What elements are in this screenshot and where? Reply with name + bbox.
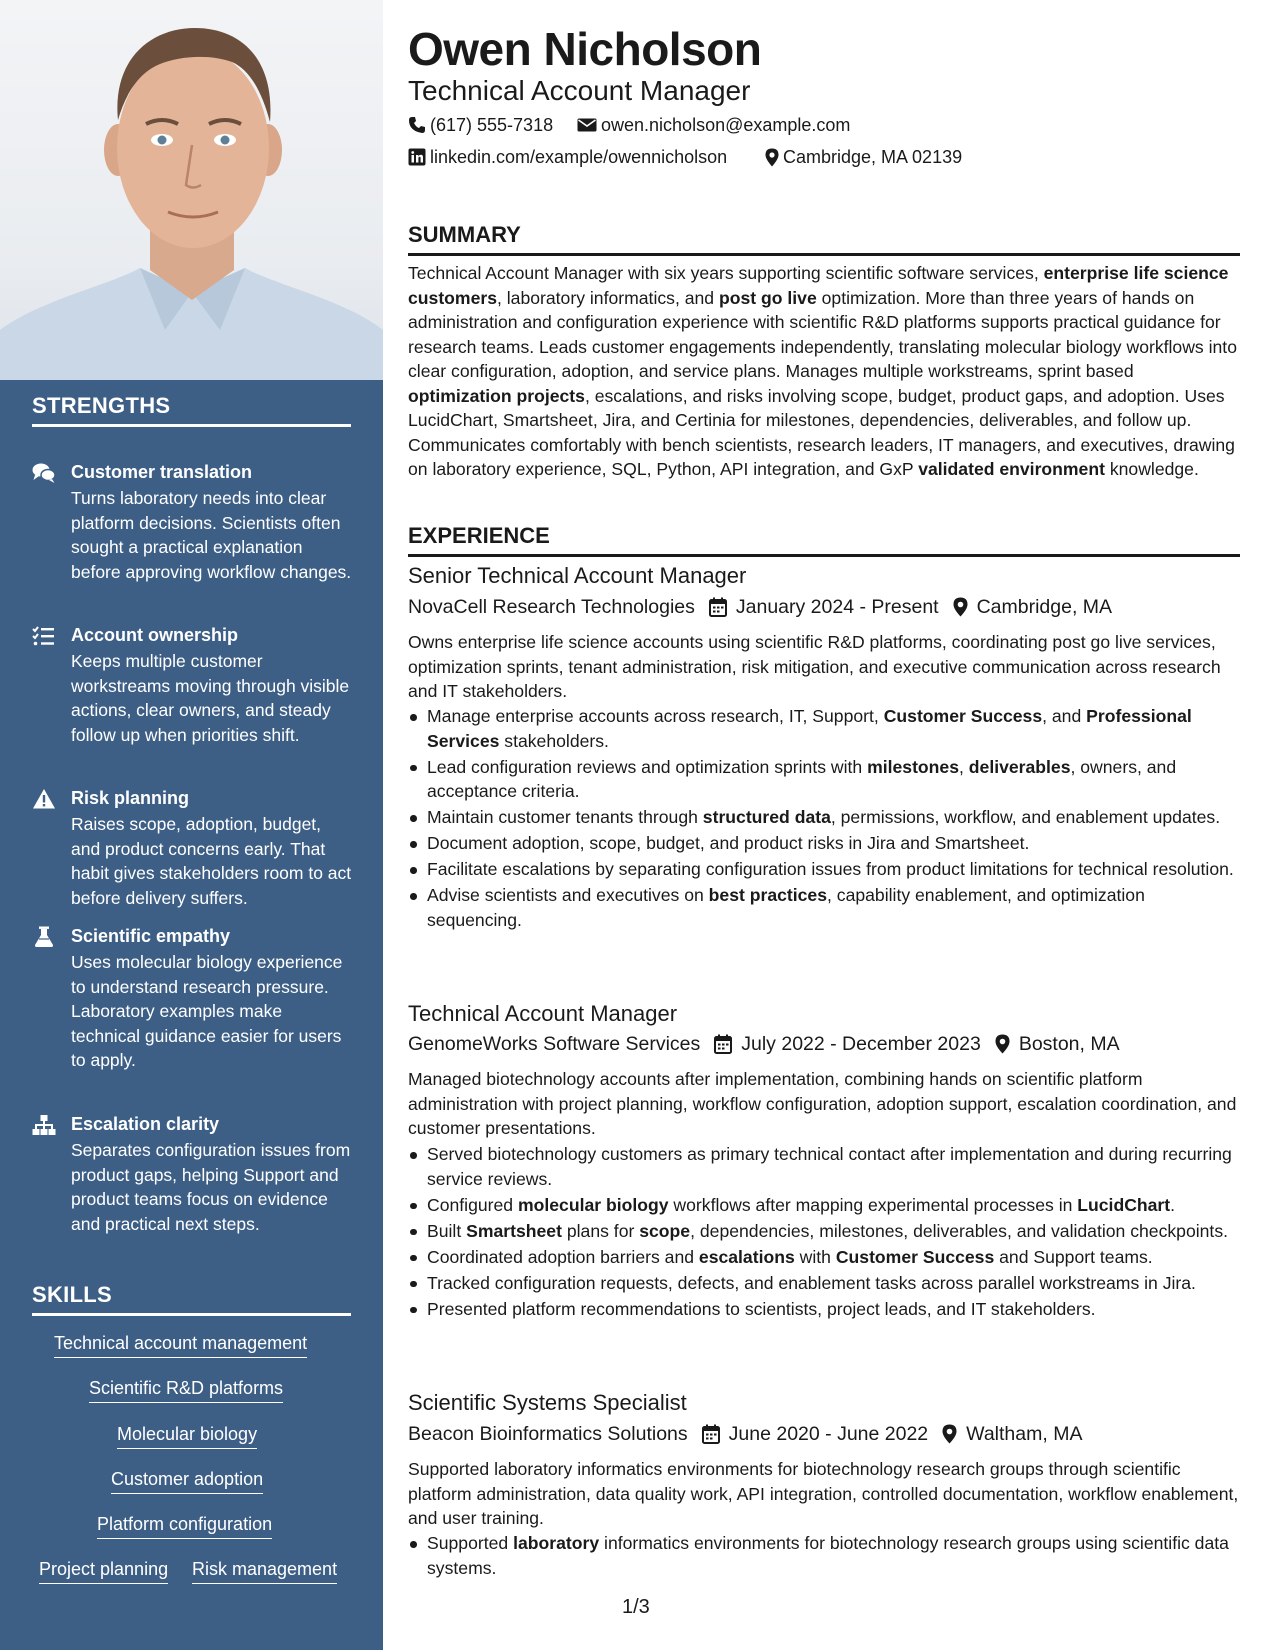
text-run: informatics environments for biotechnology research groups using scientific data systems. xyxy=(427,1533,1229,1578)
text-run: knowledge. xyxy=(1104,459,1199,479)
job-description: Owns enterprise life science accounts using scientific R&D platforms, coordinating post go live services, optimization sprints, tenant administration, risk mitigation, and executive communication across research and IT stakeholders. xyxy=(408,632,1221,701)
strength-title: Account ownership xyxy=(71,625,239,645)
phone-icon xyxy=(408,116,426,134)
text-run: , laboratory informatics, and xyxy=(496,287,719,308)
strength-desc: Uses molecular biology experience to understand research pressure. Laboratory examples make technical guidance easier for users to apply. xyxy=(71,952,343,1070)
bold-text: scope xyxy=(639,1220,691,1241)
skills-heading: SKILLS xyxy=(32,1282,351,1316)
bullet-item xyxy=(408,755,1240,804)
bullet-item xyxy=(408,883,1240,932)
text-run: , dependencies, milestones, deliverables, and validation checkpoints. xyxy=(690,1220,1229,1241)
location-text: Cambridge, MA 02139 xyxy=(783,147,963,167)
text-run: Maintain customer tenants through xyxy=(427,807,703,827)
portrait-illustration xyxy=(0,0,383,380)
page-number: 1/3 xyxy=(622,1596,650,1618)
map-pin-icon xyxy=(995,1034,1010,1054)
skill-tag: Molecular biology xyxy=(117,1421,257,1449)
skill-tag: Customer adoption xyxy=(111,1466,263,1494)
job-title: Scientific Systems Specialist xyxy=(408,1390,687,1415)
strength-desc: Separates configuration issues from product gaps, helping Support and product teams focus on evidence and practical next steps. xyxy=(71,1140,351,1234)
company-name: Beacon Bioinformatics Solutions xyxy=(408,1423,688,1445)
bullet-item xyxy=(408,805,1240,830)
strength-title: Scientific empathy xyxy=(71,926,231,946)
skill-tag: Platform configuration xyxy=(97,1511,272,1539)
text-run: Configured xyxy=(427,1194,518,1215)
text-run: , permissions, workflow, and enablement updates. xyxy=(830,807,1221,827)
summary-text xyxy=(408,261,1240,482)
bold-text: Professional Services xyxy=(427,706,1192,751)
job-location: Cambridge, MA xyxy=(976,596,1113,618)
phone-text: (617) 555-7318 xyxy=(430,115,554,135)
strength-desc: Raises scope, adoption, budget, and product concerns early. That habit gives stakeholders room to act before delivery suffers. xyxy=(71,814,352,908)
job-meta xyxy=(408,593,1112,621)
text-run: Presented platform recommendations to scientists, project leads, and IT stakeholders. xyxy=(427,1298,1096,1319)
location-contact xyxy=(765,145,962,169)
linkedin-icon xyxy=(408,148,426,166)
text-run: Advise scientists and executives on xyxy=(427,885,709,905)
list-check-icon xyxy=(32,625,56,647)
strength-title: Customer translation xyxy=(71,462,253,482)
job-location: Waltham, MA xyxy=(966,1423,1083,1445)
sidebar xyxy=(0,0,383,1650)
bullet-item xyxy=(408,1142,1240,1191)
bullet-item xyxy=(408,704,1240,753)
text-run: Technical Account Manager with six years supporting scientific software services, xyxy=(408,263,1044,283)
map-pin-icon xyxy=(942,1424,957,1444)
bold-text: optimization projects xyxy=(408,385,585,406)
text-run: Served biotechnology customers as primary technical contact after implementation and during recurring service reviews. xyxy=(427,1144,1232,1189)
bold-text: laboratory xyxy=(513,1533,600,1553)
text-run: Document adoption, scope, budget, and product risks in Jira and Smartsheet. xyxy=(427,833,1030,853)
bullet-item xyxy=(408,1271,1240,1296)
calendar-icon xyxy=(714,1034,732,1054)
strength-desc: Keeps multiple customer workstreams moving through visible actions, clear owners, and steady follow up when priorities shift. xyxy=(71,651,350,745)
strength-desc: Turns laboratory needs into clear platform decisions. Scientists often sought a practical explanation before approving workflow changes. xyxy=(71,488,352,582)
text-run: . xyxy=(1170,1194,1176,1215)
job-dates: January 2024 - Present xyxy=(735,596,939,618)
bullet-item xyxy=(408,1193,1240,1218)
job-description: Supported laboratory informatics environments for biotechnology research groups through scientific platform administration, data quality work, API integration, controlled documentation, workflow enablement, and user training. xyxy=(408,1459,1239,1528)
warning-icon xyxy=(32,788,56,810)
bold-text: enterprise life science customers xyxy=(408,263,1229,308)
sitemap-icon xyxy=(32,1114,56,1136)
comments-icon xyxy=(32,462,56,484)
summary-heading: SUMMARY xyxy=(408,220,1240,256)
job-location: Boston, MA xyxy=(1018,1033,1120,1055)
bold-text: best practices xyxy=(708,885,827,905)
text-run: Lead configuration reviews and optimization sprints with xyxy=(427,756,868,777)
text-run: plans for xyxy=(561,1220,640,1241)
text-run: Built xyxy=(427,1220,467,1241)
job-title: Senior Technical Account Manager xyxy=(408,563,747,588)
strengths-heading: STRENGTHS xyxy=(32,393,351,427)
company-name: NovaCell Research Technologies xyxy=(408,596,695,618)
calendar-icon xyxy=(702,1424,720,1444)
email-text: owen.nicholson@example.com xyxy=(601,115,851,135)
text-run: , and xyxy=(1042,706,1087,726)
bullet-item xyxy=(408,857,1240,882)
bold-text: escalations xyxy=(698,1246,795,1267)
bold-text: structured data xyxy=(702,807,831,827)
job-description: Managed biotechnology accounts after implementation, combining hands on scientific platform administration with project planning, workflow configuration, adoption support, escalation coordination, and customer presentations. xyxy=(408,1069,1237,1138)
bold-text: LucidChart xyxy=(1077,1194,1171,1215)
job-dates: July 2022 - December 2023 xyxy=(741,1033,981,1055)
text-run: Manage enterprise accounts across research, IT, Support, xyxy=(427,706,884,726)
job-bullets xyxy=(408,1142,1240,1323)
text-run: , owners, and acceptance criteria. xyxy=(427,756,1177,801)
bold-text: Smartsheet xyxy=(466,1220,562,1241)
bold-text: Customer Success xyxy=(835,1246,995,1267)
skill-tag: Scientific R&D platforms xyxy=(89,1375,283,1403)
calendar-icon xyxy=(709,597,727,617)
bullet-item xyxy=(408,1297,1240,1322)
profile-photo xyxy=(0,0,383,380)
strength-title: Escalation clarity xyxy=(71,1114,220,1134)
job-headline: Technical Account Manager xyxy=(408,75,751,106)
text-run: stakeholders. xyxy=(499,730,609,751)
text-run: , xyxy=(959,756,969,777)
linkedin-text: linkedin.com/example/owennicholson xyxy=(430,147,728,167)
text-run: , escalations, and risks involving scope, budget, product gaps, and adoption. Uses LucidChart, Smartsheet, Jira, and Certinia for milestones, dependencies, deliverables, and follow up. Communicates comfortably with bench scientists, research leaders, IT managers, and executives, drawing on laboratory experience, SQL, Python, API integration, and GxP xyxy=(408,385,1235,479)
bullet-item xyxy=(408,1245,1240,1270)
text-run: workflows after mapping experimental processes in xyxy=(668,1194,1078,1215)
bold-text: post go live xyxy=(718,287,817,308)
text-run: Coordinated adoption barriers and xyxy=(427,1246,699,1267)
bold-text: molecular biology xyxy=(517,1194,669,1215)
map-pin-icon xyxy=(953,597,968,617)
text-run: Tracked configuration requests, defects, and enablement tasks across parallel workstreams in Jira. xyxy=(427,1272,1196,1293)
text-run: , capability enablement, and optimization sequencing. xyxy=(427,885,1145,930)
job-meta xyxy=(408,1420,1082,1448)
skill-tag: Risk management xyxy=(192,1556,337,1584)
bold-text: validated environment xyxy=(918,459,1105,479)
job-bullets xyxy=(408,704,1240,934)
job-title: Technical Account Manager xyxy=(408,1001,678,1026)
phone-contact[interactable] xyxy=(408,113,553,137)
linkedin-contact[interactable] xyxy=(408,145,727,169)
strength-title: Risk planning xyxy=(71,788,190,808)
skill-tag: Project planning xyxy=(39,1556,168,1584)
company-name: GenomeWorks Software Services xyxy=(408,1033,701,1055)
email-contact[interactable] xyxy=(577,113,850,137)
flask-icon xyxy=(32,926,56,948)
bold-text: deliverables xyxy=(968,756,1071,777)
bullet-item xyxy=(408,1219,1240,1244)
candidate-name: Owen Nicholson xyxy=(408,23,762,75)
skill-tag: Technical account management xyxy=(54,1330,307,1358)
text-run: Facilitate escalations by separating configuration issues from product limitations for technical resolution. xyxy=(427,859,1234,879)
envelope-icon xyxy=(577,117,597,133)
text-run: optimization. More than three years of hands on administration and configuration experience with scientific R&D platforms supports practical guidance for research teams. Leads customer engagements independently, translating molecular biology workflows into clear configuration, adoption, and service plans. Manages multiple workstreams, sprint based xyxy=(408,287,1237,381)
bullet-item xyxy=(408,1531,1240,1580)
job-bullets xyxy=(408,1531,1240,1582)
job-meta xyxy=(408,1030,1120,1058)
bold-text: milestones xyxy=(867,756,959,777)
job-dates: June 2020 - June 2022 xyxy=(728,1423,929,1445)
text-run: and Support teams. xyxy=(994,1246,1153,1267)
experience-heading: EXPERIENCE xyxy=(408,521,1240,557)
text-run: with xyxy=(794,1246,836,1267)
bold-text: Customer Success xyxy=(883,706,1043,726)
text-run: Supported xyxy=(427,1533,514,1553)
bullet-item xyxy=(408,831,1240,856)
map-pin-icon xyxy=(765,148,779,167)
